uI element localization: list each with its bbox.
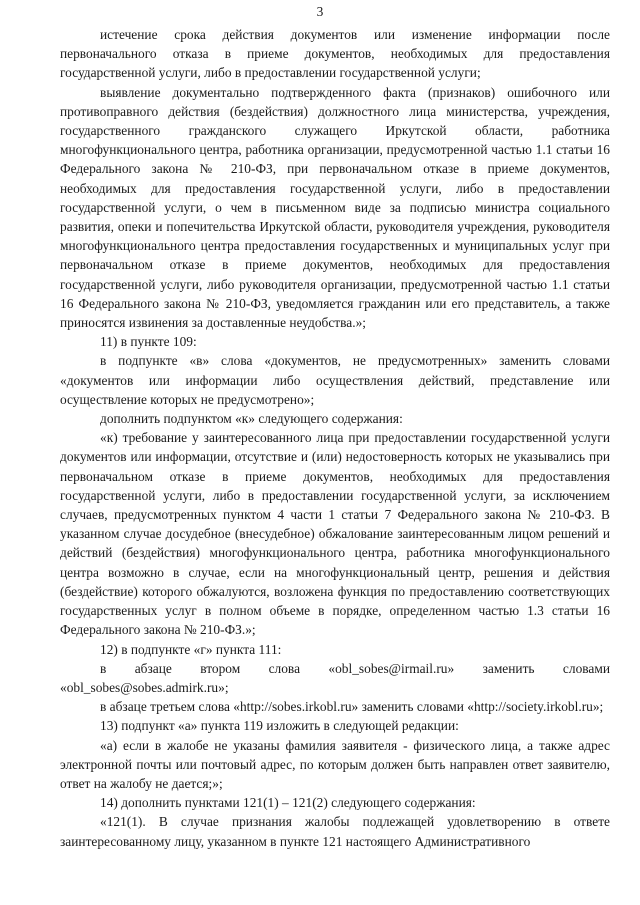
paragraph-4: в подпункте «в» слова «документов, не предусмотренных» заменить словами «документов или информации либо осуществления действий, представление или осуществление которых не предусмотрено»;	[60, 353, 610, 407]
paragraph-5: дополнить подпунктом «к» следующего содержания:	[100, 411, 403, 427]
paragraph-1: истечение срока действия документов или изменение информации после первоначального отказа в приеме документов, необходимых для предоставления государственной услуги, либо в предоставлении государственной услуги;	[60, 27, 610, 81]
paragraph-13: «121(1). В случае признания жалобы подлежащей удовлетворению в ответе заинтересованному лицу, указанном в пункте 121 настоящего Административного	[60, 814, 610, 849]
paragraph-6: «к) требование у заинтересованного лица при предоставлении государственной услуги документов или информации, отсутствие и (или) недостоверность которых не указывались при первоначальном отказе в приеме документов, необходимых для предоставления государственной услуги, либо в предоставлении государственной услуги, за исключением случаев, предусмотренных пунктом 4 части 1 статьи 7 Федерального закона № 210-ФЗ. В указанном случае досудебное (внесудебное) обжалование заинтересованным лицом решений и действий (бездействия) многофункционального центра, работника многофункционального центра возможно в случае, если на многофункциональный центр, решения и действия (бездействие) которого обжалуются, возложена функция по предоставлению соответствующих государственных услуг в полном объеме в порядке, определенном частью 1.3 статьи 16 Федерального закона № 210-ФЗ.»;	[60, 430, 610, 638]
page-number: 3	[316, 4, 324, 19]
paragraph-9: в абзаце третьем слова «http://sobes.irkobl.ru» заменить словами «http://society.irkobl.ru»;	[100, 699, 604, 715]
paragraph-12: 14) дополнить пунктами 121(1) – 121(2) следующего содержания:	[100, 795, 476, 811]
paragraph-2: выявление документально подтвержденного факта (признаков) ошибочного или противоправного действия (бездействия) должностного лица министерства, учреждения, государственного гражданского служащего Иркутской области, работника многофункционального центра, работника организации, предусмотренной частью 1.1 статьи 16 Федерального закона № 210-ФЗ, при первоначальном отказе в приеме документов, необходимых для предоставления государственной услуги, либо в предоставлении государственной услуги, о чем в письменном виде за подписью министра социального развития, опеки и попечительства Иркутской области, руководителя учреждения, руководителя многофункционального центра предоставления государственных и муниципальных услуг при первоначальном отказе в приеме документов, необходимых для предоставления государственной услуги, либо руководителя организации, предусмотренной частью 1.1 статьи 16 Федерального закона № 210-ФЗ, уведомляется гражданин или его представитель, а также приносятся извинения за доставленные неудобства.»;	[60, 84, 610, 331]
paragraph-10: 13) подпункт «а» пункта 119 изложить в следующей редакции:	[100, 718, 459, 734]
document-body	[60, 25, 610, 851]
paragraph-11: «а) если в жалобе не указаны фамилия заявителя - физического лица, а также адрес электронной почты или почтовый адрес, по которым должен быть направлен ответ заявителю, ответ на жалобу не дается;»;	[60, 737, 610, 791]
paragraph-3: 11) в пункте 109:	[100, 334, 197, 350]
paragraph-7: 12) в подпункте «г» пункта 111:	[100, 641, 282, 657]
paragraph-8: в абзаце втором слова «obl_sobes@irmail.ru» заменить словами «obl_sobes@sobes.admirk.ru»;	[60, 660, 610, 695]
